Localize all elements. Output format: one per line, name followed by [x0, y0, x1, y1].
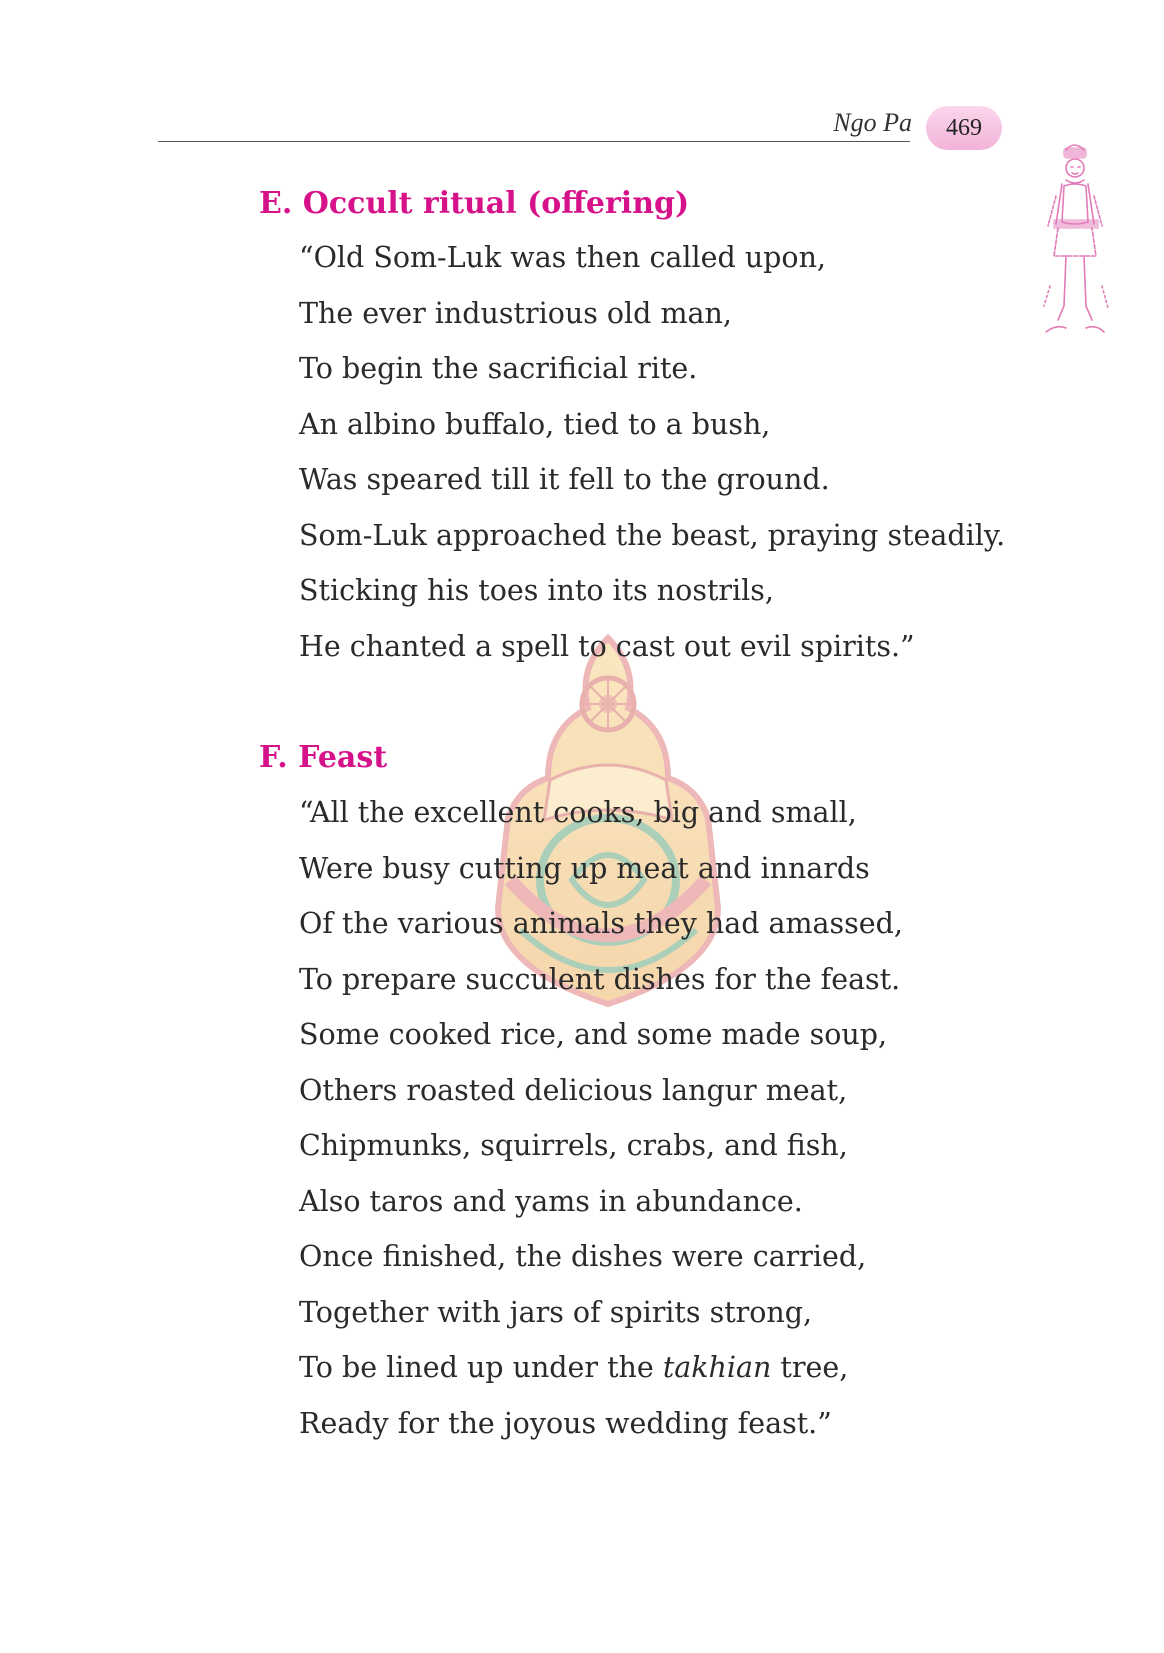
verse-line-start: To be lined up under the: [299, 1351, 663, 1384]
italic-word-takhian: takhian: [662, 1351, 772, 1384]
tribal-figure-icon: [1036, 136, 1114, 344]
verse-line: Others roasted delicious langur meat,: [299, 1073, 848, 1107]
header-rule: [158, 141, 910, 142]
verse-line-end: tree,: [771, 1351, 849, 1384]
verse-line: Some cooked rice, and some made soup,: [299, 1018, 888, 1051]
verse-feast: [299, 795, 903, 1461]
verse-line: Was speared till it fell to the ground.: [299, 463, 830, 496]
verse-line: “Old Som-Luk was then called upon,: [299, 241, 826, 274]
verse-line-takhian: [299, 1350, 903, 1406]
verse-line: An albino buffalo, tied to a bush,: [299, 407, 771, 441]
verse-line: Once finished, the dishes were carried,: [299, 1240, 867, 1273]
page-number-badge: [926, 106, 1002, 150]
verse-line: Chipmunks, squirrels, crabs, and fish,: [299, 1129, 848, 1162]
verse-line: Together with jars of spirits strong,: [299, 1295, 813, 1329]
verse-line: He chanted a spell to cast out evil spirits.”: [299, 629, 915, 663]
verse-line: “All the excellent cooks, big and small,: [299, 796, 857, 829]
verse-line: Were busy cutting up meat and innards: [299, 851, 870, 885]
page-number: 469: [946, 115, 982, 141]
verse-line: The ever industrious old man,: [299, 296, 732, 330]
verse-line: To prepare succulent dishes for the feast.: [299, 962, 901, 996]
running-head: Ngo Pa: [833, 108, 912, 137]
verse-line: To begin the sacrificial rite.: [299, 352, 698, 385]
section-heading-feast: F. Feast: [259, 740, 388, 775]
verse-occult-ritual: [299, 240, 1005, 684]
verse-line: Of the various animals they had amassed,: [299, 907, 903, 940]
verse-line: Sticking his toes into its nostrils,: [299, 574, 774, 607]
verse-line: Also taros and yams in abundance.: [299, 1184, 803, 1218]
verse-line: Ready for the joyous wedding feast.”: [299, 1406, 832, 1440]
verse-line: Som-Luk approached the beast, praying steadily.: [299, 518, 1006, 552]
section-heading-occult-ritual: E. Occult ritual (offering): [259, 186, 690, 221]
